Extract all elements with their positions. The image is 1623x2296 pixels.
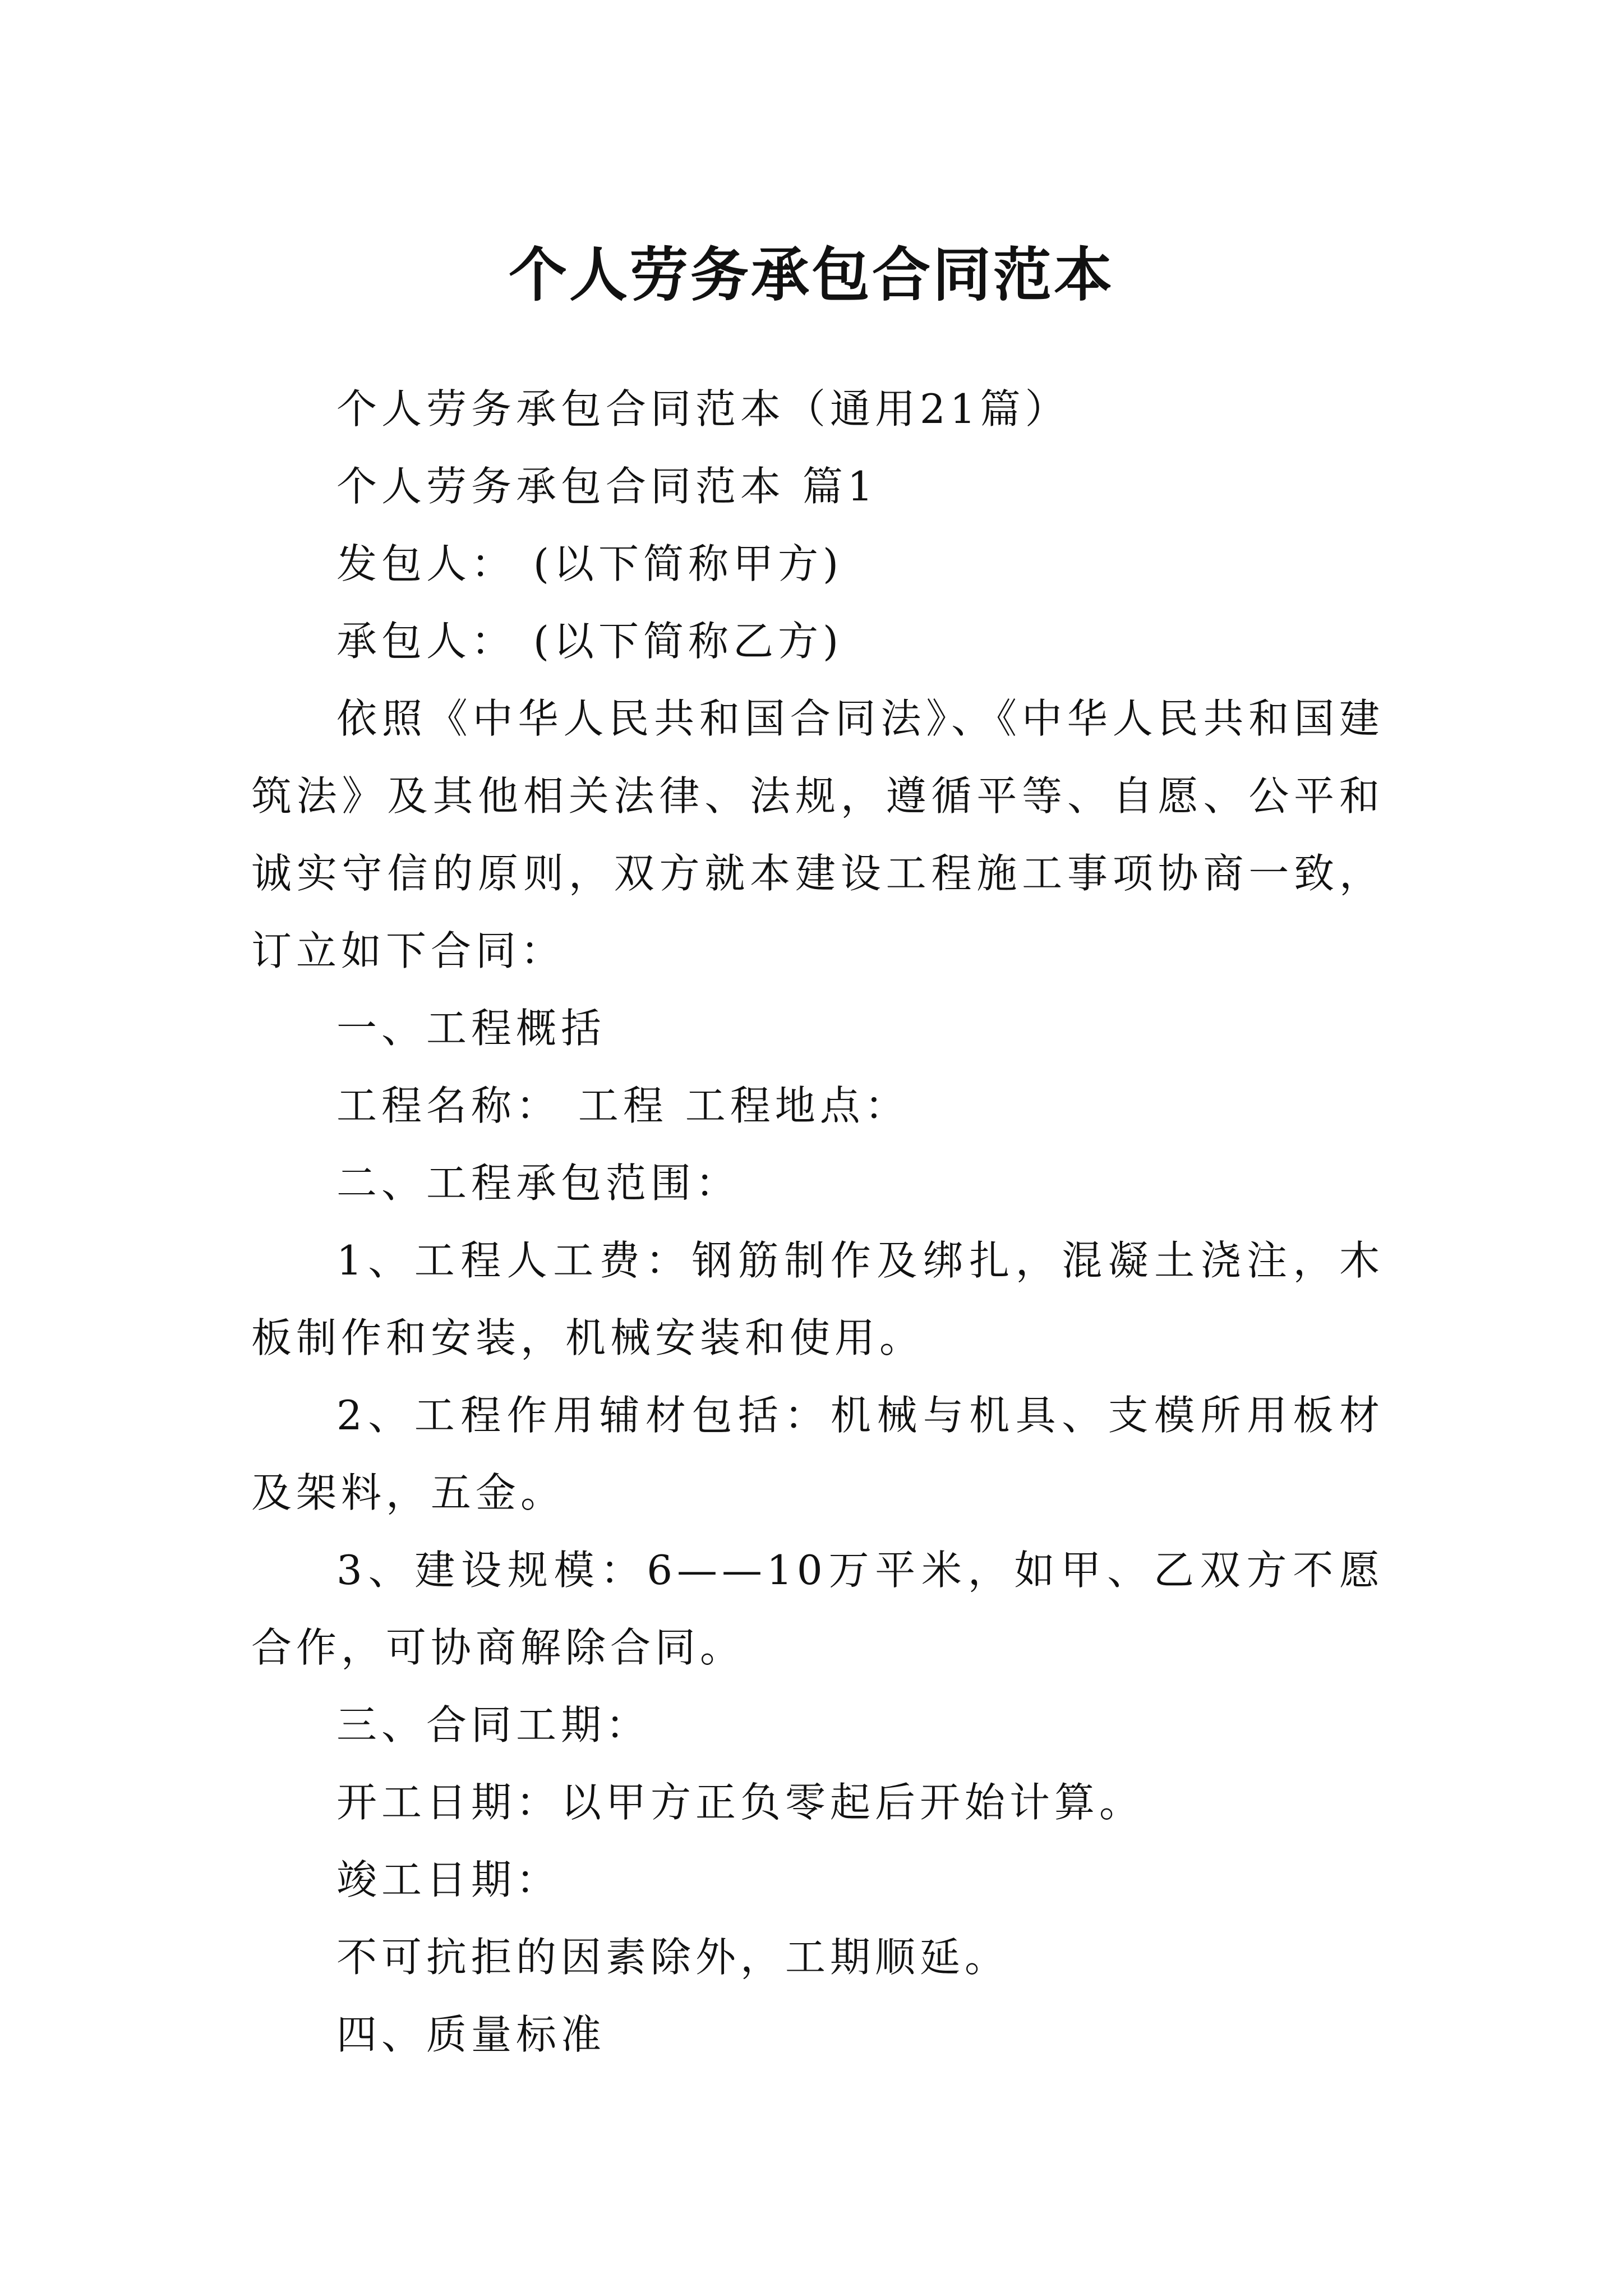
paragraph-section-heading: 个人劳务承包合同范本 篇1 <box>336 463 878 510</box>
paragraph-start-date: 开工日期：以甲方正负零起后开始计算。 <box>336 1779 1145 1826</box>
paragraph-scope-item-1: 1、工程人工费：钢筋制作及绑扎，混凝土浇注，木板制作和安装，机械安装和使用。 <box>251 1237 1384 1361</box>
paragraph-heading-quality: 四、质量标准 <box>336 2011 606 2058</box>
paragraph-force-majeure: 不可抗拒的因素除外，工期顺延。 <box>336 1934 1010 1981</box>
paragraph-end-date: 竣工日期： <box>336 1856 561 1903</box>
document-body <box>251 370 1384 2073</box>
paragraph-preamble: 依照《中华人民共和国合同法》、《中华人民共和国建筑法》及其他相关法律、法规，遵循平等、自愿、公平和诚实守信的原则，双方就本建设工程施工事项协商一致，订立如下合同： <box>251 695 1384 974</box>
paragraph-scope-item-2: 2、工程作用辅材包括：机械与机具、支模所用板材及架料，五金。 <box>251 1392 1384 1516</box>
paragraph-scope-item-3: 3、建设规模：6——10万平米，如甲、乙双方不愿合作，可协商解除合同。 <box>251 1547 1384 1671</box>
paragraph-heading-overview: 一、工程概括 <box>336 1005 606 1052</box>
document-title: 个人劳务承包合同范本 <box>508 240 1114 309</box>
paragraph-heading-duration: 三、合同工期： <box>336 1701 651 1749</box>
paragraph-subtitle: 个人劳务承包合同范本（通用21篇） <box>336 385 1070 432</box>
paragraph-heading-scope: 二、工程承包范围： <box>336 1159 741 1207</box>
paragraph-project-name: 工程名称： 工程 工程地点： <box>336 1082 910 1129</box>
paragraph-party-a: 发包人： (以下简称甲方) <box>336 540 843 587</box>
paragraph-party-b: 承包人： (以下简称乙方) <box>336 618 843 665</box>
